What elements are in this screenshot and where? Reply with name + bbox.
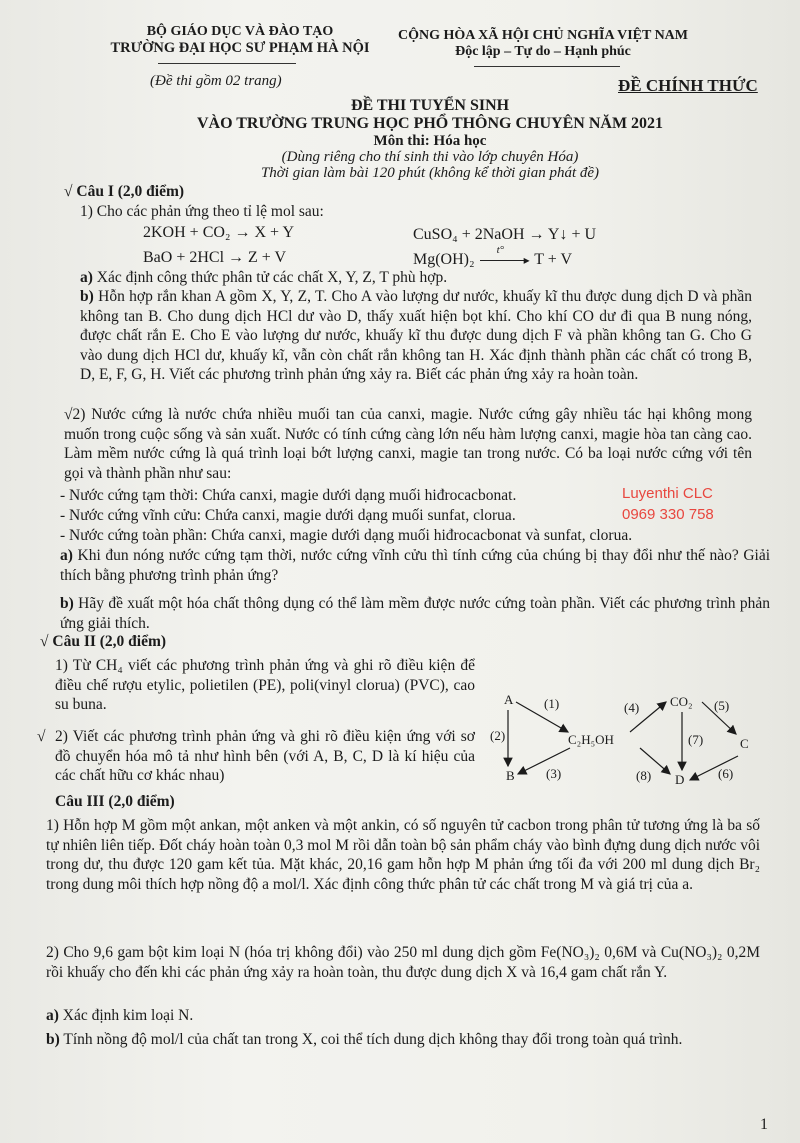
node-center: C₂H₅OH <box>568 732 614 747</box>
step-3: (3) <box>546 766 562 781</box>
reaction-2: BaO + 2HCl → Z + V <box>143 249 287 266</box>
q3-part2-b: b) Tính nồng độ mol/l của chất tan trong X, coi thể tích dung dịch không thay đổi trong toàn quá trình. <box>46 1031 683 1048</box>
q3-part2: 2) Cho 9,6 gam bột kim loại N (hóa trị không đổi) vào 250 ml dung dịch gồm Fe(NO₃)₂ 0,6M và Cu(NO₃)₂ 0,2M rồi khuấy cho đến khi các phản ứng xảy ra hoàn toàn, thu được dung dịch X và 16,4 gam chất rắn Y. <box>46 944 760 981</box>
step-8: (8) <box>636 768 652 783</box>
national-motto: Độc lập – Tự do – Hạnh phúc <box>455 44 631 59</box>
hard-water-total: - Nước cứng toàn phần: Chứa canxi, magie dưới dạng muối hiđrocacbonat và sunfat, clorua. <box>60 527 633 544</box>
hard-water-permanent: - Nước cứng vĩnh cửu: Chứa canxi, magie dưới dạng muối sunfat, clorua. <box>60 507 516 524</box>
q1-part2-intro: √2) Nước cứng là nước chứa nhiều muối tan của canxi, magie. Nước cứng gây nhiều tác hại không mong muốn trong cuộc sống và sản xuất. Nước có tính cứng càng lớn nếu hàm lượng canxi, magie hòa tan càng cao. Làm mềm nước cứng là quá trình loại bớt lượng canxi, magie tan trong nước. Có ba loại nước cứng với tên gọi và thành phần như sau: <box>64 406 752 482</box>
arrow-3 <box>518 748 570 774</box>
motto-underline <box>474 66 620 67</box>
q1-part2-a: a) Khi đun nóng nước cứng tạm thời, nước cứng vĩnh cửu thì tính cứng của chúng bị thay đổi như thế nào? Giải thích bằng phương trình phản ứng? <box>60 547 771 584</box>
official-label: ĐỀ CHÍNH THỨC <box>618 76 758 95</box>
issuer-block <box>105 24 375 56</box>
exam-note: (Dùng riêng cho thí sinh thi vào lớp chuyên Hóa) <box>281 149 579 165</box>
checkmark-icon: √ <box>64 406 73 423</box>
checkmark-icon: √ <box>64 183 77 200</box>
q1-part1-intro: 1) Cho các phản ứng theo tỉ lệ mol sau: <box>80 203 324 220</box>
step-1: (1) <box>544 696 560 711</box>
exam-subject: Môn thi: Hóa học <box>373 133 487 149</box>
q1-part2-b: b) Hãy đề xuất một hóa chất thông dụng có thể làm mềm được nước cứng toàn phần. Viết các phương trình phản ứng giải thích. <box>60 595 770 632</box>
ministry-name: BỘ GIÁO DỤC VÀ ĐÀO TẠO <box>146 24 334 39</box>
republic-block <box>388 28 698 60</box>
exam-subtitle: VÀO TRƯỜNG TRUNG HỌC PHỔ THÔNG CHUYÊN NĂM 2021 <box>196 115 664 132</box>
reaction-4: Mg(OH)₂ t° ▸ T + V <box>413 244 573 268</box>
hard-water-temporary: - Nước cứng tạm thời: Chứa canxi, magie dưới dạng muối hiđrocacbonat. <box>60 487 517 504</box>
q1-part-a: a) Xác định công thức phân tử các chất X, Y, Z, T phù hợp. <box>80 269 448 286</box>
q2-part2: √ 2) Viết các phương trình phản ứng và ghi rõ điều kiện ứng với sơ đồ chuyển hóa mô tả như hình bên (với A, B, C, D là kí hiệu của các chất hữu cơ khác nhau) <box>37 728 475 784</box>
node-co2: CO₂ <box>670 694 693 709</box>
q3-part2-a: a) Xác định kim loại N. <box>46 1007 194 1024</box>
pages-note: (Đề thi gồm 02 trang) <box>150 73 282 89</box>
university-name: TRƯỜNG ĐẠI HỌC SƯ PHẠM HÀ NỘI <box>110 40 370 56</box>
checkmark-icon: √ <box>40 633 53 650</box>
reaction-1: 2KOH + CO₂ → X + Y <box>143 224 295 241</box>
conversion-diagram <box>490 688 770 796</box>
question-1-heading: √ Câu I (2,0 điểm) <box>64 183 185 200</box>
page-number: 1 <box>760 1116 768 1133</box>
node-b: B <box>506 768 515 783</box>
q1-part-b: b) Hỗn hợp rắn khan A gồm X, Y, Z, T. Cho A vào lượng dư nước, khuấy kĩ thu được dung dịch D và phần không tan B. Cho dung dịch HCl dư vào D, thấy xuất hiện bọt khí. Cho khí CO dư đi qua B nung nóng, được chất rắn E. Cho E vào lượng dư nước, khuấy kĩ thu được dung dịch F và phần không tan G. Cho G vào dung dịch HCl dư, khuấy kĩ, vẫn còn chất rắn không tan H. Xác định thành phần các chất có trong B, D, E, F, G, H. Viết các phương trình phản ứng xảy ra. Biết các phản ứng xảy ra hoàn toàn. <box>80 288 753 383</box>
q2-part1: 1) Từ CH₄ viết các phương trình phản ứng và ghi rõ điều kiện để điều chế rượu etylic, polietilen (PE), poli(vinyl clorua) (PVC), cao su buna. <box>55 657 475 713</box>
step-5: (5) <box>714 698 730 713</box>
checkmark-icon: √ <box>37 728 46 745</box>
exam-time: Thời gian làm bài 120 phút (không kể thời gian phát đề) <box>260 165 600 181</box>
node-a: A <box>504 692 514 707</box>
step-4: (4) <box>624 700 640 715</box>
exam-title: ĐỀ THI TUYỂN SINH <box>350 97 510 114</box>
step-2: (2) <box>490 728 506 743</box>
promo-phone: 0969 330 758 <box>622 506 714 523</box>
step-7: (7) <box>688 732 704 747</box>
question-2-heading: √ Câu II (2,0 điểm) <box>40 633 167 650</box>
node-c: C <box>740 736 749 751</box>
node-d: D <box>675 772 685 787</box>
reaction-3: CuSO₄ + 2NaOH → Y↓ + U <box>413 226 597 243</box>
arrow-1 <box>516 702 568 732</box>
q3-part1: 1) Hỗn hợp M gồm một ankan, một anken và một ankin, có số nguyên tử cacbon trong phân tử tương ứng là ba số tự nhiên liên tiếp. Đốt cháy hoàn toàn 0,3 mol M rồi dẫn toàn bộ sản phẩm cháy vào bình đựng dung dịch nước vôi trong dư, thu được 120 gam kết tủa. Mặt khác, 20,16 gam hỗn hợp M phản ứng tối đa với 200 ml dung dịch Br₂ trong dung môi thích hợp nồng độ a mol/l. Xác định công thức phân tử các chất trong M và giá trị của a. <box>46 817 760 893</box>
step-6: (6) <box>718 766 734 781</box>
promo-name: Luyenthi CLC <box>622 485 713 502</box>
issuer-underline <box>158 63 296 64</box>
republic-name: CỘNG HÒA XÃ HỘI CHỦ NGHĨA VIỆT NAM <box>397 28 688 43</box>
question-3-heading: Câu III (2,0 điểm) <box>55 793 175 810</box>
